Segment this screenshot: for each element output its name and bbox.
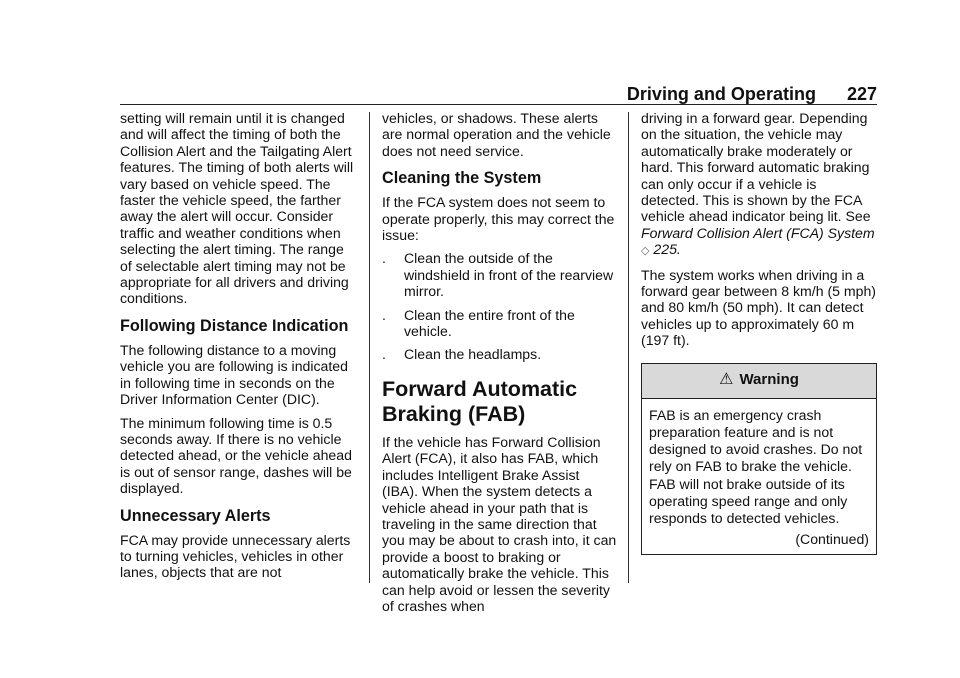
column-2 <box>382 110 618 621</box>
bullet-mark: . <box>382 306 386 323</box>
paragraph: The system works when driving in a forward gear between 8 km/h (5 mph) and 80 km/h (50 mph). It can detect vehicles up to approximately 60 m (197 ft). <box>641 266 877 349</box>
paragraph-text: driving in a forward gear. Depending on the situation, the vehicle may automatically brake moderately or hard. This forward automatic braking can only occur if a vehicle is detected. This is shown by the FCA vehicle ahead indicator being lit. See <box>641 110 871 225</box>
paragraph: If the FCA system does not seem to operate properly, this may correct the issue: <box>382 194 615 244</box>
list-item-text: Clean the headlamps. <box>404 346 542 363</box>
list-item <box>382 307 618 340</box>
paragraph <box>641 110 877 260</box>
paragraph: The following distance to a moving vehicle you are following is indicated in following time in seconds on the Driver Information Center (DIC). <box>120 341 348 408</box>
list-item-text: Clean the entire front of the vehicle. <box>404 306 575 340</box>
warning-header <box>642 364 876 399</box>
bullet-mark: . <box>382 250 386 267</box>
warning-icon: ⚠ <box>719 371 734 389</box>
major-heading-line-1: Forward Automatic <box>382 376 578 401</box>
page-header <box>120 84 877 105</box>
cross-reference-page[interactable]: 225. <box>653 241 681 258</box>
column-divider-1 <box>369 112 370 583</box>
chapter-title: Driving and Operating <box>626 84 816 104</box>
warning-body <box>642 399 876 555</box>
paragraph: FCA may provide unnecessary alerts to turning vehicles, vehicles in other lanes, objects that are not <box>120 531 351 581</box>
page-number: 227 <box>846 84 877 104</box>
column-3 <box>641 110 877 555</box>
paragraph: setting will remain until it is changed and will affect the timing of both the Collision Alert and the Tailgating Alert features. The timing of both alerts will vary based on vehicle speed. The faster the vehicle speed, the farther away the alert will occur. Consider traffic and weather conditions when selecting the alert timing. The range of selectable alert timing may not be appropriate for all drivers and driving conditions. <box>120 110 354 307</box>
paragraph: vehicles, or shadows. These alerts are normal operation and the vehicle does not need service. <box>382 110 611 159</box>
bullet-mark: . <box>382 346 386 363</box>
warning-text: FAB is an emergency crash preparation feature and is not designed to avoid crashes. Do not rely on FAB to brake the vehicle. FAB will not brake outside of its operating speed range and only responds to detected vehicles. <box>649 406 863 526</box>
header-rule <box>120 104 877 105</box>
cross-reference-link[interactable]: Forward Collision Alert (FCA) System <box>641 224 875 241</box>
section-heading: Cleaning the System <box>382 169 542 188</box>
warning-box <box>641 363 877 556</box>
warning-title: Warning <box>739 371 799 389</box>
continued-label: (Continued) <box>795 531 869 548</box>
list-item-text: Clean the outside of the windshield in front of the rearview mirror. <box>404 250 614 300</box>
section-heading: Following Distance Indication <box>120 316 349 335</box>
major-heading <box>382 377 618 427</box>
column-divider-2 <box>628 112 629 583</box>
paragraph: If the vehicle has Forward Collision Alert (FCA), it also has FAB, which includes Intelligent Brake Assist (IBA). When the system detects a vehicle ahead in your path that is traveling in the same direction that you may be about to crash into, it can provide a boost to braking or automatically brake the vehicle. This can help avoid or lessen the severity of crashes when <box>382 433 617 614</box>
list-item <box>382 346 618 362</box>
list-item <box>382 250 618 299</box>
major-heading-line-2: Braking (FAB) <box>382 401 526 426</box>
page-ref-arrow-icon: ◇ <box>641 245 650 258</box>
paragraph: The minimum following time is 0.5 seconds away. If there is no vehicle detected ahead, or the vehicle ahead is out of sensor range, dashes will be displayed. <box>120 414 352 497</box>
column-1 <box>120 110 356 588</box>
section-heading: Unnecessary Alerts <box>120 506 271 525</box>
